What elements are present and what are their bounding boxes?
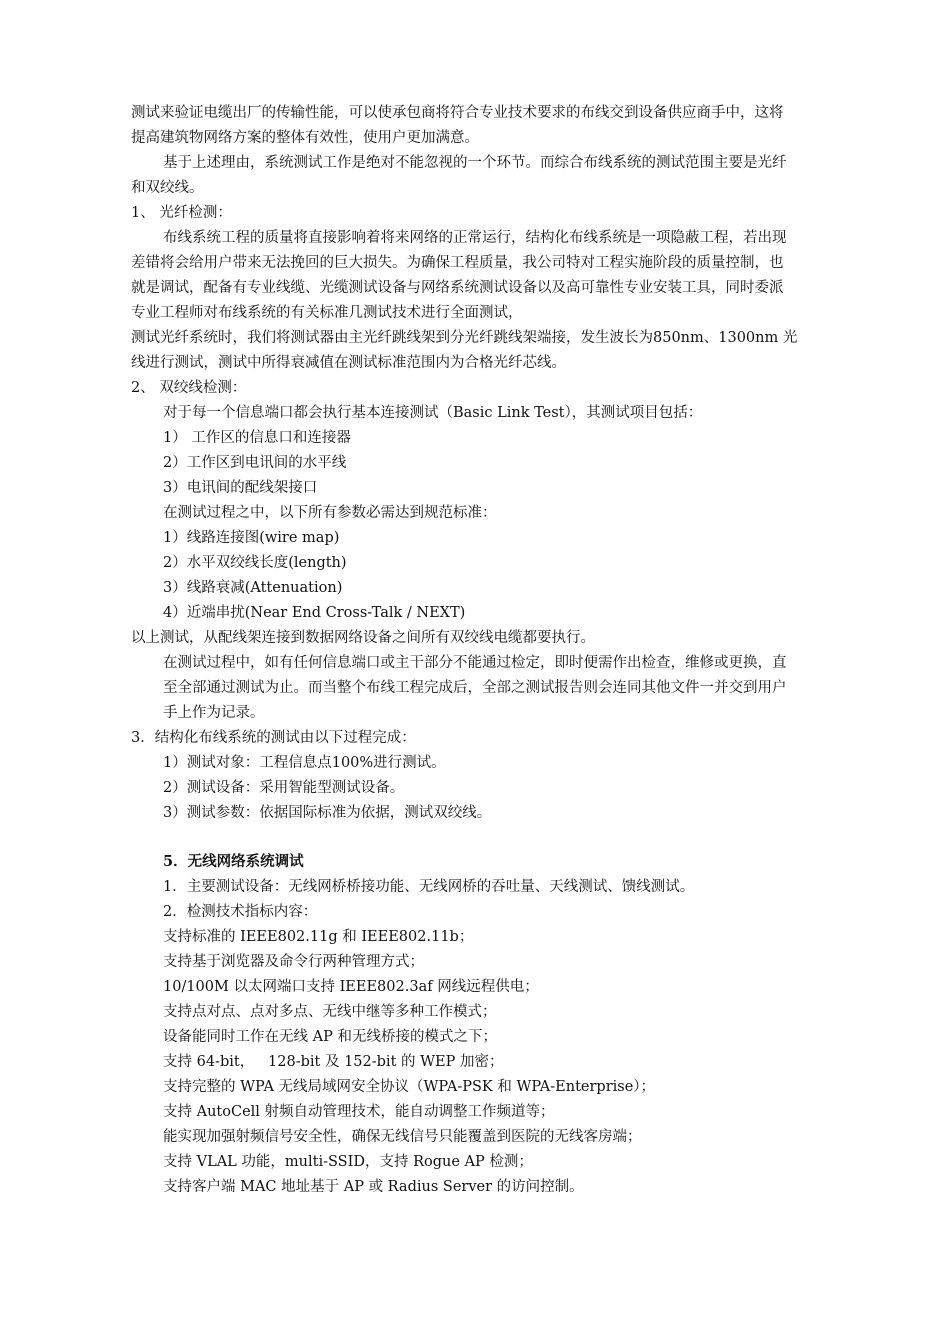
- paragraph-line: 基于上述理由，系统测试工作是绝对不能忽视的一个环节。而综合布线系统的测试范围主要是光纤: [163, 155, 787, 171]
- paragraph-line: 2．检测技术指标内容：: [163, 904, 318, 920]
- list-item: 3）电讯间的配线架接口: [163, 480, 318, 496]
- spec-item: 支持 AutoCell 射频自动管理技术，能自动调整工作频道等；: [163, 1104, 555, 1120]
- list-item: 3）测试参数：依据国际标准为依据，测试双绞线。: [163, 805, 492, 821]
- list-item: 1）线路连接图(wire map): [163, 530, 340, 546]
- paragraph-line: 1．主要测试设备：无线网桥桥接功能、无线网桥的吞吐量、天线测试、馈线测试。: [163, 879, 695, 895]
- spec-item: 支持完整的 WPA 无线局域网安全协议（WPA-PSK 和 WPA-Enterprise）；: [163, 1079, 656, 1095]
- paragraph-line: 差错将会给用户带来无法挽回的巨大损失。为确保工程质量，我公司特对工程实施阶段的质量控制，也: [131, 255, 784, 271]
- paragraph-line: 线进行测试，测试中所得衰减值在测试标准范围内为合格光纤芯线。: [131, 355, 566, 371]
- list-item: 2）水平双绞线长度(length): [163, 555, 347, 571]
- list-item: 4）近端串扰(Near End Cross-Talk / NEXT): [163, 605, 466, 621]
- paragraph-line: 测试来验证电缆出厂的传输性能，可以使承包商将符合专业技术要求的布线交到设备供应商手中，这将: [131, 105, 784, 121]
- spec-item: 支持客户端 MAC 地址基于 AP 或 Radius Server 的访问控制。: [163, 1179, 584, 1195]
- paragraph-line: 手上作为记录。: [163, 705, 265, 721]
- list-item: 1）测试对象：工程信息点100%进行测试。: [163, 755, 446, 771]
- paragraph-line: 在测试过程之中，以下所有参数必需达到规范标准：: [163, 505, 497, 521]
- section-heading-twisted-pair: 2、 双绞线检测：: [131, 380, 247, 396]
- paragraph-line: 对于每一个信息端口都会执行基本连接测试（Basic Link Test），其测试项目包括：: [163, 405, 703, 421]
- list-item: 1） 工作区的信息口和连接器: [163, 430, 351, 446]
- list-item: 2）测试设备：采用智能型测试设备。: [163, 780, 405, 796]
- spec-item: 支持 64-bit， 128-bit 及 152-bit 的 WEP 加密；: [163, 1054, 504, 1070]
- spec-item: 支持点对点、点对多点、无线中继等多种工作模式；: [163, 1004, 497, 1020]
- spec-item: 支持标准的 IEEE802.11g 和 IEEE802.11b；: [163, 929, 474, 945]
- paragraph-line: 和双绞线。: [131, 180, 204, 196]
- paragraph-line: 布线系统工程的质量将直接影响着将来网络的正常运行，结构化布线系统是一项隐蔽工程，若出现: [163, 230, 787, 246]
- list-item: 3）线路衰减(Attenuation): [163, 580, 343, 596]
- section-heading-structured: 3．结构化布线系统的测试由以下过程完成：: [131, 730, 416, 746]
- paragraph-line: 测试光纤系统时，我们将测试器由主光纤跳线架到分光纤跳线架端接，发生波长为850nm、1300nm 光: [131, 330, 798, 346]
- list-item: 2）工作区到电讯间的水平线: [163, 455, 347, 471]
- spec-item: 支持 VLAL 功能，multi-SSID，支持 Rogue AP 检测；: [163, 1154, 533, 1170]
- spec-item: 支持基于浏览器及命令行两种管理方式；: [163, 954, 424, 970]
- spec-item: 10/100M 以太网端口支持 IEEE802.3af 网线远程供电；: [163, 979, 539, 995]
- section-heading-wireless: 5．无线网络系统调试: [163, 853, 304, 870]
- paragraph-line: 以上测试，从配线架连接到数据网络设备之间所有双绞线电缆都要执行。: [131, 630, 595, 646]
- spec-item: 设备能同时工作在无线 AP 和无线桥接的模式之下；: [163, 1029, 497, 1045]
- paragraph-line: 至全部通过测试为止。而当整个布线工程完成后，全部之测试报告则会连同其他文件一并交到用户: [163, 680, 787, 696]
- paragraph-line: 专业工程师对布线系统的有关标准几测试技术进行全面测试，: [131, 305, 523, 321]
- paragraph-line: 就是调试，配备有专业线缆、光缆测试设备与网络系统测试设备以及高可靠性专业安装工具，同时委派: [131, 280, 784, 296]
- spec-item: 能实现加强射频信号安全性，确保无线信号只能覆盖到医院的无线客房端；: [163, 1129, 642, 1145]
- section-heading-fiber: 1、 光纤检测：: [131, 205, 232, 221]
- paragraph-line: 在测试过程中，如有任何信息端口或主干部分不能通过检定，即时便需作出检查，维修或更换，直: [163, 655, 787, 671]
- paragraph-line: 提高建筑物网络方案的整体有效性，使用户更加满意。: [131, 130, 479, 146]
